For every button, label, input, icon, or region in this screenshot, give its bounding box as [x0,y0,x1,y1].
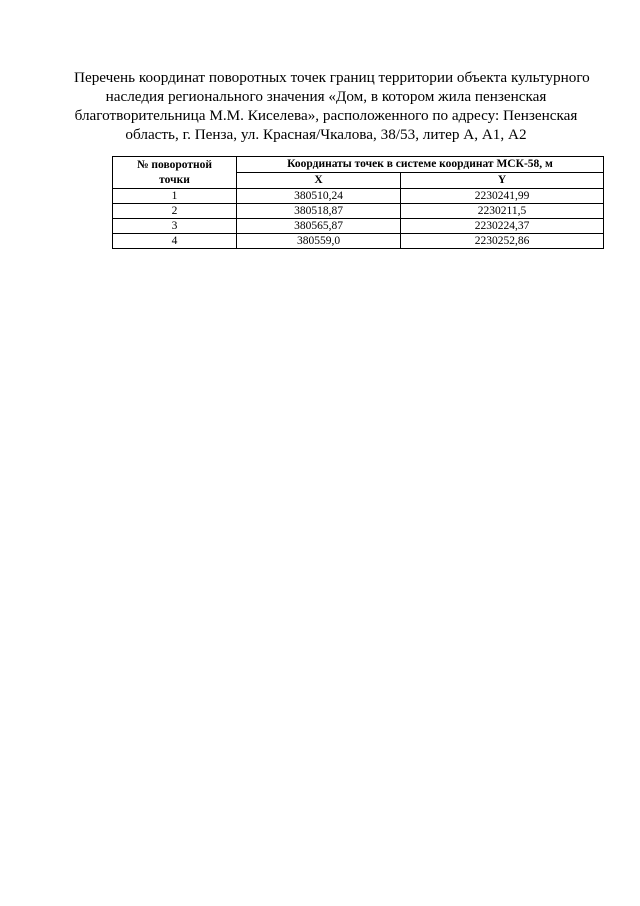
x-cell: 380518,87 [237,204,401,219]
y-header: Y [401,173,604,189]
table-row [113,204,604,219]
y-cell: 2230224,37 [401,219,604,234]
coordinates-table [112,156,604,249]
heading-line-3: благотворительница М.М. Киселева», расположенного по адресу: Пензенская [74,107,578,124]
x-header: X [237,173,401,189]
point-number-header-line2: точки [159,173,190,186]
coordinates-header: Координаты точек в системе координат МСК-58, м [237,157,604,173]
point-number-cell: 1 [113,189,237,204]
heading-line-1: Перечень координат поворотных точек границ территории объекта культурного [74,69,590,86]
x-cell: 380510,24 [237,189,401,204]
point-number-cell: 4 [113,234,237,249]
heading-line-4: область, г. Пенза, ул. Красная/Чкалова, 38/53, литер А, А1, А2 [125,126,527,143]
x-cell: 380559,0 [237,234,401,249]
point-number-cell: 2 [113,204,237,219]
y-cell: 2230241,99 [401,189,604,204]
point-number-header [113,157,237,189]
table-row [113,219,604,234]
heading-line-2: наследия регионального значения «Дом, в котором жила пензенская [105,88,547,105]
x-cell: 380565,87 [237,219,401,234]
table-row [113,234,604,249]
table-header-row [113,157,604,173]
point-number-cell: 3 [113,219,237,234]
y-cell: 2230211,5 [401,204,604,219]
table-row [113,189,604,204]
document-heading [74,68,590,144]
point-number-header-line1: № поворотной [136,158,213,171]
y-cell: 2230252,86 [401,234,604,249]
